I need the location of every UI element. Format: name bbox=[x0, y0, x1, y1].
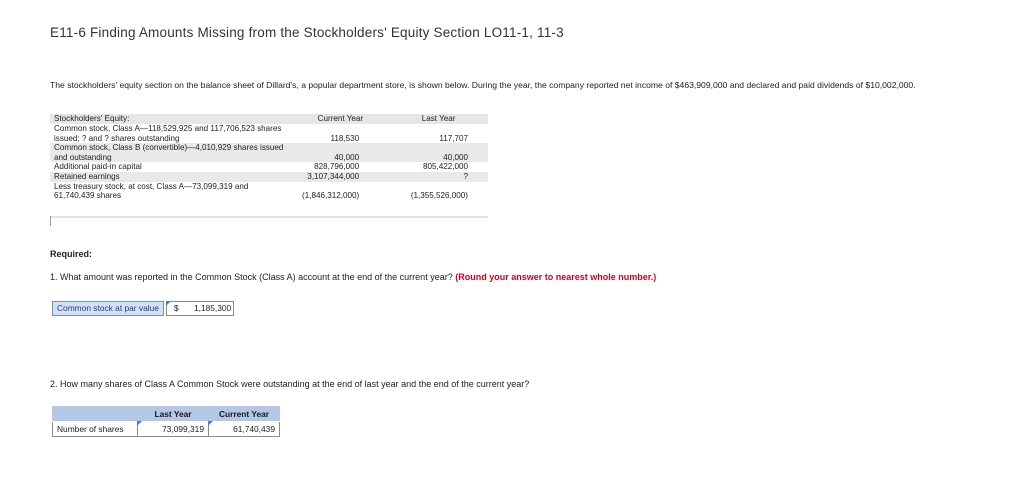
answer-2-row-label: Number of shares bbox=[53, 422, 138, 437]
table-row bbox=[50, 162, 488, 172]
last-year-value: (1,355,526,000) bbox=[389, 182, 488, 201]
input-flag-icon bbox=[137, 421, 142, 426]
current-year-value: 40,000 bbox=[292, 143, 390, 162]
table-row bbox=[53, 422, 280, 437]
input-flag-icon bbox=[166, 301, 171, 306]
question-1 bbox=[50, 272, 656, 282]
shares-outstanding-table bbox=[52, 406, 280, 437]
table-corner-mark bbox=[50, 216, 51, 226]
current-year-value: 3,107,344,000 bbox=[292, 172, 390, 182]
equity-header-label: Stockholders' Equity: bbox=[50, 114, 292, 124]
input-flag-icon bbox=[208, 421, 213, 426]
table-row bbox=[50, 182, 488, 201]
stockholders-equity-table bbox=[50, 114, 488, 201]
required-heading: Required: bbox=[50, 249, 93, 259]
table-row bbox=[50, 172, 488, 182]
row-label: Common stock, Class B (convertible)—4,010,929 shares issued and outstanding bbox=[50, 143, 292, 162]
row-label: Additional paid-in capital bbox=[50, 162, 292, 172]
answer-2-corner bbox=[53, 407, 138, 422]
question-2: 2. How many shares of Class A Common Stock were outstanding at the end of last year and the end of the current year? bbox=[50, 379, 530, 389]
row-label: Common stock, Class A—118,529,925 and 117,706,523 shares issued; ? and ? shares outstanding bbox=[50, 124, 292, 143]
answer-1-row bbox=[52, 301, 234, 316]
question-1-hint: (Round your answer to nearest whole number.) bbox=[455, 272, 657, 282]
equity-header-current: Current Year bbox=[292, 114, 390, 124]
answer-2-header-current: Current Year bbox=[209, 407, 280, 422]
last-year-value: ? bbox=[389, 172, 488, 182]
row-label: Less treasury stock, at cost, Class A—73,099,319 and 61,740,439 shares bbox=[50, 182, 292, 201]
question-1-text: 1. What amount was reported in the Common Stock (Class A) account at the end of the current year? bbox=[50, 272, 453, 282]
currency-symbol: $ bbox=[173, 303, 179, 313]
equity-header-last: Last Year bbox=[389, 114, 488, 124]
row-label: Retained earnings bbox=[50, 172, 292, 182]
page-title: E11-6 Finding Amounts Missing from the Stockholders' Equity Section LO11-1, 11-3 bbox=[50, 25, 564, 40]
current-year-value: 828,796,000 bbox=[292, 162, 390, 172]
table-bottom-rule bbox=[50, 216, 488, 218]
answer-1-value: 1,185,300 bbox=[193, 303, 232, 313]
table-row bbox=[50, 124, 488, 143]
current-year-value: 118,530 bbox=[292, 124, 390, 143]
problem-intro: The stockholders' equity section on the balance sheet of Dillard's, a popular department store, is shown below. During the year, the company reported net income of $463,909,000 and declared and paid dividends of $10,002,000. bbox=[50, 80, 916, 90]
answer-2-header-last: Last Year bbox=[138, 407, 209, 422]
last-year-shares-input[interactable] bbox=[138, 422, 209, 437]
current-year-shares-input[interactable] bbox=[209, 422, 280, 437]
last-year-value: 805,422,000 bbox=[389, 162, 488, 172]
last-year-value: 117,707 bbox=[389, 124, 488, 143]
current-year-value: (1,846,312,000) bbox=[292, 182, 390, 201]
current-year-shares-value: 61,740,439 bbox=[233, 424, 275, 434]
table-row bbox=[50, 143, 488, 162]
answer-1-label: Common stock at par value bbox=[52, 301, 164, 316]
last-year-value: 40,000 bbox=[389, 143, 488, 162]
common-stock-par-input[interactable] bbox=[166, 301, 234, 316]
last-year-shares-value: 73,099,319 bbox=[162, 424, 204, 434]
